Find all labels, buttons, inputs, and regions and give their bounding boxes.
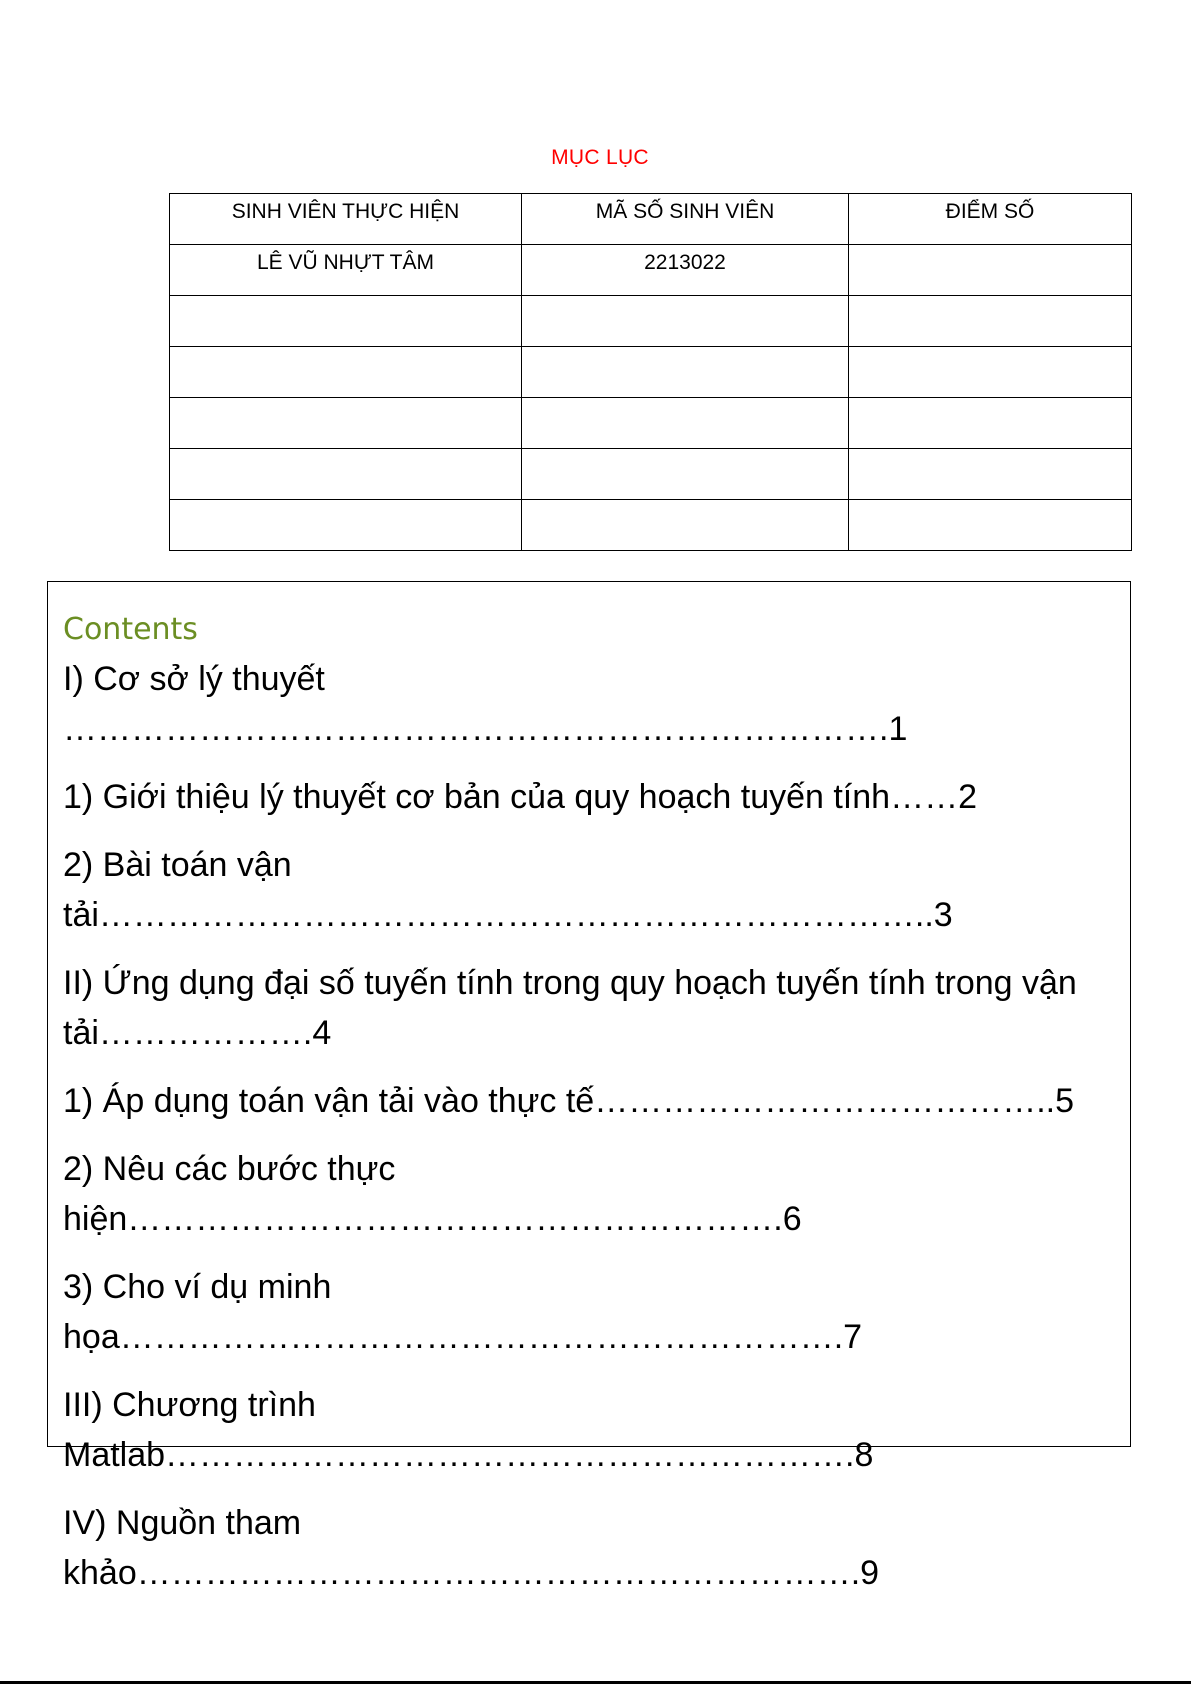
toc-entry[interactable]: II) Ứng dụng đại số tuyến tính trong quy hoạch tuyến tính trong vận tải……………….4: [63, 964, 1077, 1052]
cell-student-name: [170, 398, 522, 449]
cell-student-id: [522, 347, 849, 398]
table-row: [170, 500, 1132, 551]
toc-heading: Contents: [63, 612, 198, 647]
header-student-name: SINH VIÊN THỰC HIỆN: [170, 194, 522, 245]
cell-student-id: [522, 500, 849, 551]
toc-entry[interactable]: 2) Nêu các bước thực hiện………………………………………………….6: [63, 1150, 802, 1238]
table-row: [170, 449, 1132, 500]
table-row: [170, 347, 1132, 398]
toc-entry[interactable]: IV) Nguồn tham khảo……………………………………………………….9: [63, 1504, 880, 1592]
cell-score: [849, 398, 1132, 449]
toc-entry[interactable]: I) Cơ sở lý thuyết ……………………………………………………………….1: [63, 660, 908, 748]
cell-student-name: LÊ VŨ NHỰT TÂM: [170, 245, 522, 296]
cell-student-name: [170, 500, 522, 551]
cell-score: [849, 449, 1132, 500]
cell-student-name: [170, 296, 522, 347]
header-student-id: MÃ SỐ SINH VIÊN: [522, 194, 849, 245]
cell-student-id: 2213022: [522, 245, 849, 296]
cell-score: [849, 296, 1132, 347]
toc-entry[interactable]: III) Chương trình Matlab…………………………………………………….8: [63, 1386, 874, 1474]
table-header-row: [170, 194, 1132, 245]
page-title: MỤC LỤC: [551, 146, 649, 169]
cell-student-id: [522, 398, 849, 449]
toc-entry[interactable]: 2) Bài toán vận tải………………………………………………………………..3: [63, 846, 953, 934]
toc-entry[interactable]: 1) Giới thiệu lý thuyết cơ bản của quy hoạch tuyến tính……2: [63, 778, 977, 816]
toc-list: [63, 654, 1113, 1616]
table-row: [170, 296, 1132, 347]
cell-score: [849, 245, 1132, 296]
cell-score: [849, 500, 1132, 551]
page-bottom-rule: [0, 1681, 1191, 1684]
toc-entry[interactable]: 1) Áp dụng toán vận tải vào thực tế…………………………………..5: [63, 1082, 1075, 1120]
table-of-contents: [47, 581, 1131, 1592]
cell-student-id: [522, 296, 849, 347]
cell-student-name: [170, 347, 522, 398]
cell-student-name: [170, 449, 522, 500]
toc-entry[interactable]: 3) Cho ví dụ minh họa……………………………………………………….7: [63, 1268, 863, 1356]
table-row: [170, 245, 1132, 296]
cell-score: [849, 347, 1132, 398]
cell-student-id: [522, 449, 849, 500]
student-table: [169, 193, 1132, 551]
header-score: ĐIỂM SỐ: [849, 194, 1132, 245]
table-row: [170, 398, 1132, 449]
